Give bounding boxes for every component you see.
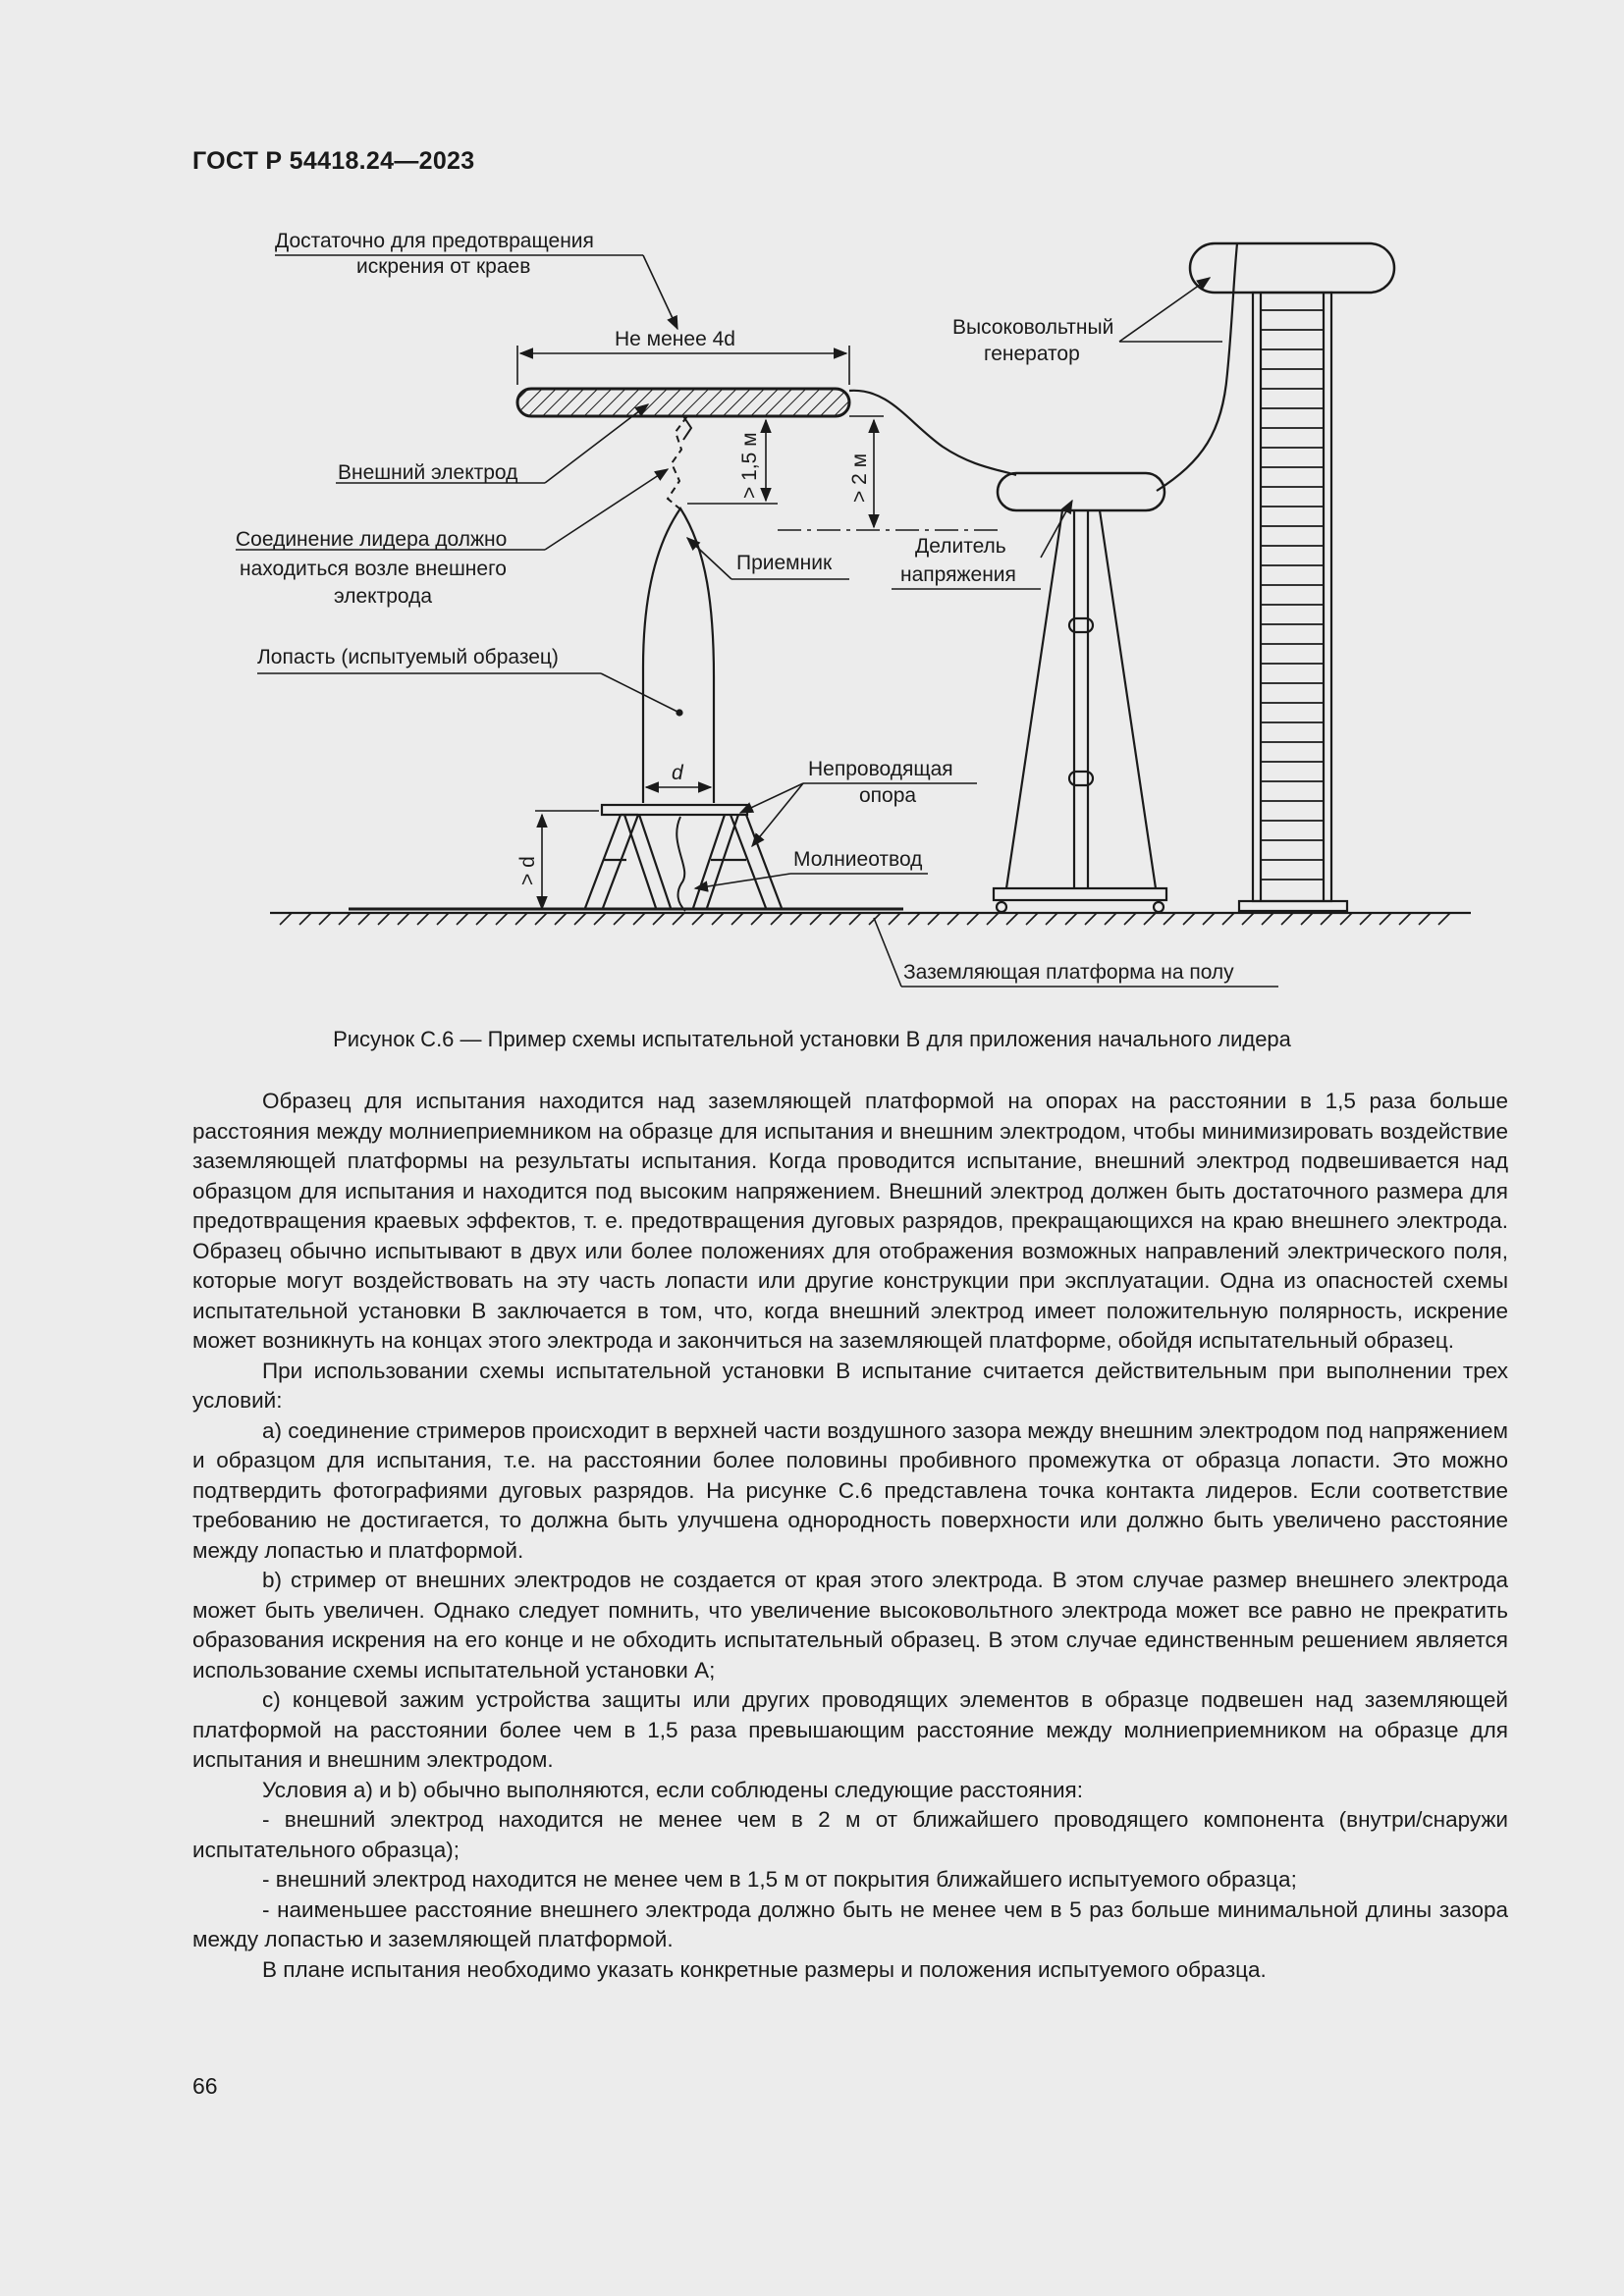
label-not-less-4d: Не менее 4d [615, 328, 735, 350]
label-dim-gt-d: > d [516, 856, 539, 885]
label-hv-generator-2: генератор [984, 343, 1080, 365]
label-sufficient-2: искрения от краев [356, 255, 531, 278]
label-divider-2: напряжения [900, 563, 1016, 586]
paragraph: c) концевой зажим устройства защиты или других проводящих элементов в образце подвешен над заземляющей платформой на расстоянии более чем в 1,5 раза превышающим расстояние между молниеприемником на образце для испытания и внешним электродом. [192, 1687, 1508, 1772]
label-nonconductive-1: Непроводящая [808, 758, 953, 780]
label-leader-2: находиться возле внешнего [240, 558, 507, 580]
paragraph: - внешний электрод находится не менее чем в 2 м от ближайшего проводящего компонента (внутри/снаружи испытательного образца); [192, 1807, 1508, 1862]
nonconductive-support-top [602, 805, 747, 815]
label-receptor: Приемник [736, 552, 833, 574]
label-blade: Лопасть (испытуемый образец) [257, 646, 559, 668]
label-ground-platform: Заземляющая платформа на полу [903, 961, 1234, 984]
hv-generator-head [1190, 243, 1394, 293]
test-setup-diagram [0, 0, 1624, 1021]
hv-generator-column [1253, 293, 1331, 901]
voltage-divider-head [998, 473, 1164, 510]
paragraph: При использовании схемы испытательной установки В испытание считается действительным при выполнении трех условий: [192, 1358, 1508, 1413]
label-dim-d: d [672, 762, 683, 784]
label-dim-2m: > 2 м [848, 453, 871, 503]
paragraph: - внешний электрод находится не менее чем в 1,5 м от покрытия ближайшего испытуемого образца; [262, 1867, 1297, 1892]
label-divider-1: Делитель [915, 535, 1006, 558]
ground-hatch [280, 913, 1450, 925]
paragraph: - наименьшее расстояние внешнего электрода должно быть не менее чем в 5 раз больше минимальной длины зазора между лопастью и заземляющей платформой. [192, 1896, 1508, 1951]
label-lightning-conductor: Молниеотвод [793, 848, 923, 871]
paragraph: Образец для испытания находится над заземляющей платформой на опорах на расстоянии в 1,5 раза больше расстояния между молниеприемником на образце для испытания и внешним электродом, чтобы минимизировать воздействие заземляющей платформы на результаты испытания. Когда проводится испытание, внешний электрод подвешивается над образцом для испытания и находится под высоким напряжением. Внешний электрод должен быть достаточного размера для предотвращения краевых эффектов, т. е. предотвращения дуговых разрядов, прекращающихся на краю внешнего электрода. Образец обычно испытывают в двух или более положениях для отображения возможных направлений электрического поля, которые могут воздействовать на эту часть лопасти или другие конструкции при эксплуатации. Одна из опасностей схемы испытательной установки В заключается в том, что, когда внешний электрод имеет положительную полярность, искрение может возникнуть на концах этого электрода и закончиться на заземляющей платформе, обойдя испытательный образец. [192, 1089, 1508, 1353]
paragraph: b) стример от внешних электродов не создается от края этого электрода. В этом случае размер внешнего электрода может быть увеличен. Однако следует помнить, что увеличение высоковольтного электрода может все равно не прекратить образования искрения на его конце и не обходить испытательный образец. В этом случае единственным решением является использование схемы испытательной установки А; [192, 1568, 1508, 1682]
outer-electrode [517, 389, 849, 416]
voltage-divider-base [994, 888, 1166, 900]
label-sufficient-1: Достаточно для предотвращения [275, 230, 594, 252]
leader-connection [668, 416, 687, 508]
lightning-conductor [677, 817, 685, 911]
paragraph: В плане испытания необходимо указать конкретные размеры и положения испытуемого образца. [262, 1956, 1267, 1982]
label-hv-generator-1: Высоковольтный [952, 316, 1114, 339]
label-outer-electrode: Внешний электрод [338, 461, 518, 484]
body-text [192, 1087, 1508, 1985]
label-nonconductive-2: опора [859, 784, 917, 807]
label-dim-1-5m: > 1,5 м [738, 432, 761, 499]
document-header: ГОСТ Р 54418.24—2023 [192, 147, 475, 175]
label-leader-1: Соединение лидера должно [236, 528, 508, 551]
hv-cable-2 [1157, 243, 1237, 491]
paragraph: a) соединение стримеров происходит в верхней части воздушного зазора между внешним электродом под напряжением и образцом для испытания, т.е. на расстоянии более половины пробивного промежутка от образца лопасти. Это можно подтвердить фотографиями дуговых разрядов. На рисунке С.6 представлена точка контакта лидеров. Если соответствие требованию не достигается, то должна быть улучшена однородность поверхности или должно быть увеличено расстояние между лопастью и платформой. [192, 1417, 1508, 1563]
label-leader-3: электрода [334, 585, 433, 608]
paragraph: Условия a) и b) обычно выполняются, если соблюдены следующие расстояния: [262, 1777, 1083, 1802]
figure-caption: Рисунок С.6 — Пример схемы испытательной установки В для приложения начального лидера [333, 1027, 1291, 1051]
page-number: 66 [192, 2073, 218, 2099]
